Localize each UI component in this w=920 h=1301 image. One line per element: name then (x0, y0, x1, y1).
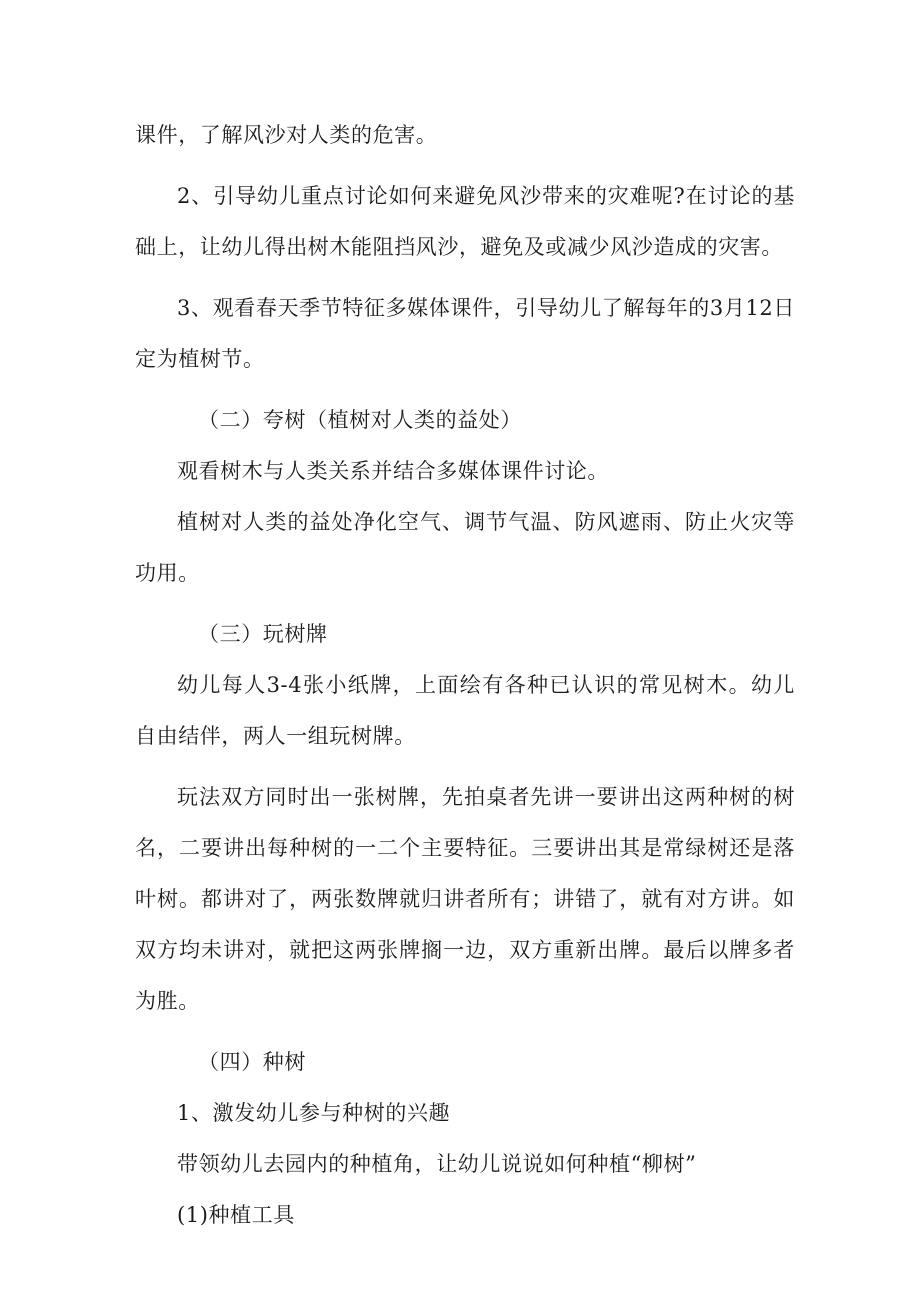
paragraph-continuation: 课件，了解风沙对人类的危害。 (135, 123, 438, 147)
paragraph-watch-discuss: 观看树木与人类关系并结合多媒体课件讨论。 (177, 459, 609, 483)
paragraph-cards-setup: 幼儿每人3-4张小纸牌，上面绘有各种已认识的常见树木。幼儿自由结伴，两人一组玩树牌。 (135, 673, 795, 748)
section-heading-praise-trees: （二）夸树（植树对人类的益处） (198, 408, 522, 432)
section-heading-plant-trees: （四）种树 (198, 1050, 306, 1074)
paragraph-interest: 1、激发幼儿参与种树的兴趣 (177, 1101, 451, 1125)
paragraph-arbor-day: 3、观看春天季节特征多媒体课件，引导幼儿了解每年的3月12日定为植树节。 (135, 296, 795, 371)
paragraph-game-rules: 玩法双方同时出一张树牌，先拍桌者先讲一要讲出这两种树的树名，二要讲出每种树的一二个主要特征。三要讲出其是常绿树还是落叶树。都讲对了，两张数牌就归讲者所有；讲错了，就有对方讲。如双方均未讲对，就把这两张牌搁一边，双方重新出牌。最后以牌多者为胜。 (135, 785, 795, 1013)
paragraph-tools: (1)种植工具 (177, 1203, 295, 1227)
paragraph-planting-corner: 带领幼儿去园内的种植角，让幼儿说说如何种植“柳树” (177, 1152, 697, 1176)
section-heading-tree-cards: （三）玩树牌 (198, 622, 328, 646)
paragraph-tree-benefits: 植树对人类的益处净化空气、调节气温、防风遮雨、防止火灾等功用。 (135, 510, 795, 585)
document-body (135, 110, 795, 1241)
paragraph-discussion: 2、引导幼儿重点讨论如何来避免风沙带来的灾难呢?在讨论的基础上，让幼儿得出树木能阻挡风沙，避免及或减少风沙造成的灾害。 (135, 184, 795, 259)
